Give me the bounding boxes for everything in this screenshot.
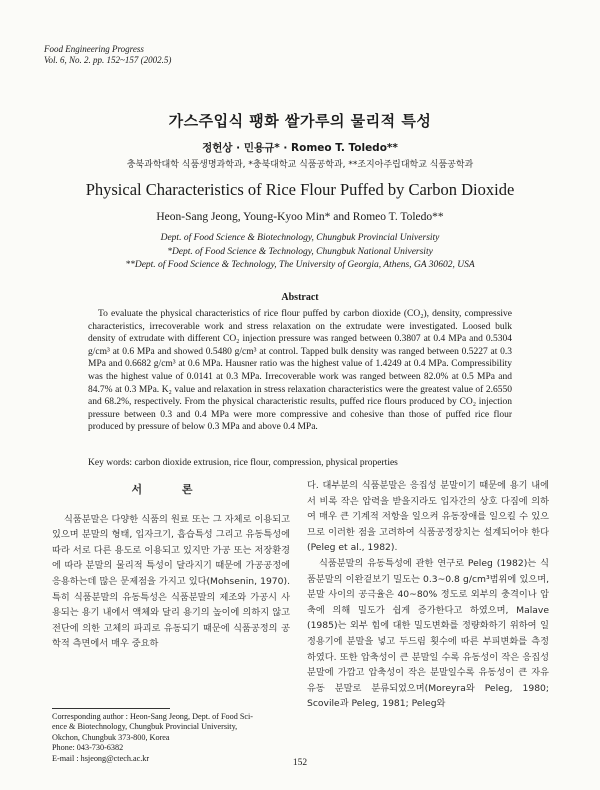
section-heading-introduction: 서 론 [131,483,211,496]
affiliation-line: *Dept. of Food Science & Technology, Chungbuk National University [167,246,433,257]
journal-header [44,44,171,66]
footnote-line: Okchon, Chungbuk 373-800, Korea [52,732,170,742]
affiliation-line: **Dept. of Food Science & Technology, The University of Georgia, Athens, GA 30602, USA [125,260,475,270]
body-paragraph: 식품분말은 다양한 식품의 원료 또는 그 자체로 이용되고 있으며 분말의 형태, 입자크기, 흡습특성 그리고 유동특성에 따라 서로 다른 용도로 이용되고 있지만 가공 또는 저장환경에 따라 분말의 물리적 특성이 달라지기 때문에 가공공정에 응용하는데 많은 문제점을 가지고 있다(Mohsenin, 1970). 특히 식품분말의 유동특성은 식품분말의 제조와 가공시 사용되는 용기 내에서 액체와 달리 용기의 높이에 의하지 않고 전단에 의한 고체의 파괴로 유동되기 때문에 식품공정의 공학적 측면에서 매우 중요하 [52,513,290,650]
body-paragraph: 식품분말의 유동특성에 관한 연구로 Peleg (1982)는 식품분말의 이완겉보기 밀도는 0.3~0.8 g/cm³범위에 있으며, 분말 사이의 공극율은 40~80% 정도로 외부의 충격이나 압축에 의해 밀도가 쉽게 증가한다고 하였으며, Malave (1985)는 외부 힘에 대한 밀도변화를 정량화하기 위하여 일정용기에 분말을 넣고 두드림 횟수에 따른 부피변화를 측정하였다. 또한 압축성이 큰 분말일 수록 유동성이 작은 응집성 분말에 가깝고 압축성이 작은 분말일수록 유동성이 큰 자유 유동 분말로 분류되었으며(Moreyra와 Peleg, 1980; Scovile과 Peleg, 1981; Peleg와 [307,557,549,710]
korean-affiliations: 충북과학대학 식품생명과학과, *충북대학교 식품공학과, **조지아주립대학교 식품공학과 [126,160,474,170]
journal-name: Food Engineering Progress [44,44,144,54]
footnote-line: E-mail : hsjeong@ctech.ac.kr [52,753,150,763]
page-number: 152 [292,758,308,768]
footnote-line: Phone: 043-730-6382 [52,743,124,753]
abstract-heading: Abstract [281,292,319,303]
korean-authors: 정헌상 · 민용규* · Romeo T. Toledo** [202,142,398,154]
abstract-text: To evaluate the physical characteristics of rice flour puffed by carbon dioxide (CO₂), density, compressive characteristics, irrecoverable work and stress relaxation on the extrudate were investigated. Loosed bulk density of extrudate with different CO₂ injection pressure was ranged between 0.3807 at 0.4 MPa and 0.5304 g/cm³ at 0.6 MPa and showed 0.5480 g/cm³ at control. Tapped bulk density was ranged between 0.5227 at 0.3 MPa and 0.6682 g/cm³ at 0.6 MPa. Hausner ratio was the highest value of 1.4249 at 0.4 MPa. Compressibility was the highest value of 0.0141 at 0.3 MPa. Irrecoverable work was ranged between 82.0% at 0.5 MPa and 84.7% at 0.3 MPa. K₂ value and relaxation in stress relaxation characteristics were the greatest value of 2.6550 and 68.2%, respectively. From the physical characteristic results, puffed rice flours produced by CO₂ injection pressure between 0.3 and 0.4 MPa were more compressive and cohesive than those of puffed rice flour produced by pressure of below 0.3 MPa and above 0.4 MPa. [88,309,512,433]
body-paragraph: 다. 대부분의 식품분말은 응집성 분말이기 때문에 용기 내에서 비록 작은 압력을 받을지라도 입자간의 상호 다짐에 의하여 매우 큰 기계적 저항을 일으켜 유동장애를 일으킬 수 있으므로 이러한 점을 고려하여 식품공정장치는 설계되어야 한다(Peleg et al., 1982). [307,480,549,554]
journal-volume: Vol. 6, No. 2. pp. 152~157 (2002.5) [44,55,172,65]
korean-title: 가스주입식 팽화 쌀가루의 물리적 특성 [168,112,432,130]
left-column [52,478,290,652]
english-affiliations [0,232,600,273]
keywords: Key words: carbon dioxide extrusion, rice flour, compression, physical properties [88,458,398,468]
footnote-line: Corresponding author : Heon-Sang Jeong, Dept. of Food Sci- [52,712,254,721]
affiliation-line: Dept. of Food Science & Biotechnology, Chungbuk Provincial University [160,233,440,243]
corresponding-author-footnote [52,712,290,764]
footnote-divider [52,708,170,709]
english-title: Physical Characteristics of Rice Flour Puffed by Carbon Dioxide [85,180,515,199]
english-authors: Heon-Sang Jeong, Young-Kyoo Min* and Romeo T. Toledo** [156,211,444,223]
footnote-line: ence & Biotechnology, Chungbuk Provincial University, [52,722,238,732]
right-column [307,478,549,712]
